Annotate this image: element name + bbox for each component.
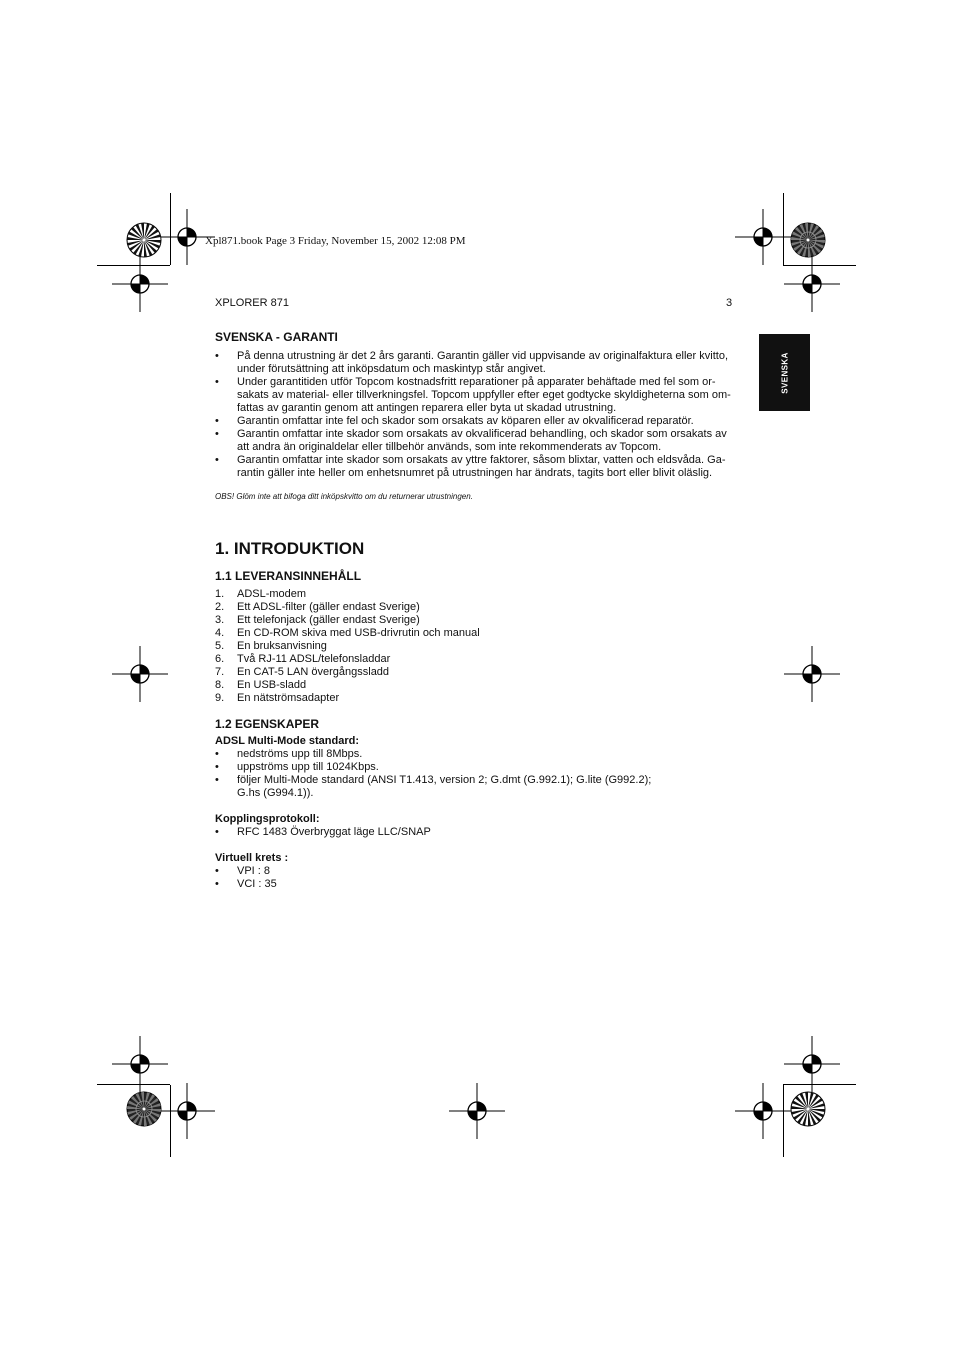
contents-list	[215, 588, 740, 705]
warranty-item	[215, 454, 740, 480]
feature-item	[215, 878, 740, 891]
starburst-target-icon	[126, 1091, 162, 1127]
list-marker: •	[215, 761, 219, 773]
contents-item	[215, 692, 740, 705]
warranty-note: OBS! Glöm inte att bifoga ditt inköpskvitto om du returnerar utrustningen.	[215, 492, 473, 501]
list-text-line: På denna utrustning är det 2 års garanti. Garantin gäller vid uppvisande av originalfaktura eller kvitto,	[237, 350, 729, 362]
registration-mark-icon	[782, 1034, 842, 1094]
list-text	[237, 415, 740, 428]
list-text-line: sakats av material- eller tillverkningsfel. Topcom uppfyller efter eget godtycke skyldigheterna som om-	[237, 389, 731, 401]
list-text	[237, 774, 740, 800]
feature-group	[215, 735, 740, 800]
list-marker: •	[215, 748, 219, 760]
feature-group	[215, 852, 740, 891]
list-text: Ett telefonjack (gäller endast Sverige)	[237, 614, 420, 626]
contents-item	[215, 601, 740, 614]
list-text: En CD-ROM skiva med USB-drivrutin och manual	[237, 627, 480, 639]
list-number: 7.	[215, 666, 225, 678]
contents-item	[215, 588, 740, 601]
list-text: En USB-sladd	[237, 679, 307, 691]
list-text-line: nedströms upp till 8Mbps.	[237, 748, 363, 760]
features-section	[215, 735, 740, 891]
list-marker: •	[215, 826, 219, 838]
list-text	[237, 454, 740, 480]
registration-mark-icon	[782, 254, 842, 314]
list-text	[237, 761, 740, 774]
contents-item	[215, 614, 740, 627]
list-marker: •	[215, 454, 219, 466]
warranty-item	[215, 428, 740, 454]
warranty-item	[215, 376, 740, 415]
list-text	[237, 428, 740, 454]
feature-item	[215, 748, 740, 761]
list-text	[237, 376, 740, 415]
list-number: 3.	[215, 614, 225, 626]
registration-mark-icon	[782, 644, 842, 704]
warranty-item	[215, 350, 740, 376]
list-marker: •	[215, 428, 219, 440]
feature-group-label: Kopplingsprotokoll:	[215, 813, 320, 825]
list-text: En CAT-5 LAN övergångssladd	[237, 666, 390, 678]
warranty-title: SVENSKA - GARANTI	[215, 330, 338, 344]
list-text-line: Under garantitiden utför Topcom kostnadsfritt reparationer på apparater behäftade med fel som or-	[237, 376, 716, 388]
list-number: 5.	[215, 640, 225, 652]
features-title: 1.2 EGENSKAPER	[215, 717, 320, 731]
feature-group-label: ADSL Multi-Mode standard:	[215, 735, 360, 747]
registration-mark-icon	[110, 254, 170, 314]
list-number: 8.	[215, 679, 225, 691]
list-text-line: följer Multi-Mode standard (ANSI T1.413, version 2; G.dmt (G.992.1); G.lite (G992.2);	[237, 774, 652, 786]
starburst-target-icon	[790, 1091, 826, 1127]
language-tab-label: SVENSKA	[780, 351, 789, 394]
warranty-item	[215, 415, 740, 428]
list-marker: •	[215, 350, 219, 362]
feature-group	[215, 813, 740, 839]
feature-item	[215, 865, 740, 878]
feature-item	[215, 826, 740, 839]
list-text-line: Garantin omfattar inte fel och skador som orsakats av köparen eller av okvalificerad reparatör.	[237, 415, 694, 427]
list-text-line: VCI : 35	[237, 878, 277, 890]
registration-mark-icon	[110, 644, 170, 704]
section-title: 1. INTRODUKTION	[215, 539, 365, 558]
contents-item	[215, 653, 740, 666]
list-text: Två RJ-11 ADSL/telefonsladdar	[237, 653, 391, 665]
list-text	[237, 350, 740, 376]
list-text: En nätströmsadapter	[237, 692, 340, 704]
warranty-list	[215, 350, 740, 480]
list-text	[237, 865, 740, 878]
header-product: XPLORER 871	[215, 297, 289, 309]
list-text-line: rantin gäller inte heller om enhetsnumret på utrustningen har ändrats, tagits bort eller blivit oläslig.	[237, 467, 713, 479]
list-marker: •	[215, 774, 219, 786]
list-marker: •	[215, 415, 219, 427]
list-number: 9.	[215, 692, 225, 704]
list-text-line: uppströms upp till 1024Kbps.	[237, 761, 379, 773]
list-text-line: VPI : 8	[237, 865, 271, 877]
list-number: 1.	[215, 588, 225, 600]
list-text: Ett ADSL-filter (gäller endast Sverige)	[237, 601, 420, 613]
starburst-target-icon	[126, 222, 162, 258]
list-marker: •	[215, 865, 219, 877]
list-number: 4.	[215, 627, 225, 639]
list-text	[237, 878, 740, 891]
list-text-line: RFC 1483 Överbryggat läge LLC/SNAP	[237, 826, 431, 838]
feature-group-label: Virtuell krets :	[215, 852, 289, 864]
feature-item	[215, 761, 740, 774]
starburst-target-icon	[790, 222, 826, 258]
list-text-line: under förutsättning att inköpsdatum och maskintyp står angivet.	[237, 363, 546, 375]
header-page-number: 3	[726, 297, 733, 309]
contents-item	[215, 627, 740, 640]
contents-item	[215, 640, 740, 653]
list-number: 6.	[215, 653, 225, 665]
book-info-line: Xpl871.book Page 3 Friday, November 15, 2002 12:08 PM	[205, 235, 466, 247]
contents-item	[215, 679, 740, 692]
list-text	[237, 748, 740, 761]
list-number: 2.	[215, 601, 225, 613]
language-tab	[759, 334, 810, 411]
list-marker: •	[215, 878, 219, 890]
page-content	[215, 330, 740, 891]
feature-item	[215, 774, 740, 800]
list-marker: •	[215, 376, 219, 388]
contents-item	[215, 666, 740, 679]
list-text-line: G.hs (G994.1)).	[237, 787, 314, 799]
list-text-line: fattas av garantin genom att antingen reparera eller byta ut skadad utrustning.	[237, 402, 617, 414]
list-text-line: Garantin omfattar inte skador som orsakats av yttre faktorer, såsom blixtar, vatten och eldsvåda. Ga-	[237, 454, 726, 466]
registration-mark-icon	[110, 1034, 170, 1094]
list-text: ADSL-modem	[237, 588, 307, 600]
list-text-line: Garantin omfattar inte skador som orsakats av okvalificerad behandling, och skador som orsakats av	[237, 428, 727, 440]
list-text	[237, 826, 740, 839]
list-text: En bruksanvisning	[237, 640, 327, 652]
registration-mark-icon	[447, 1081, 507, 1141]
list-text-line: att andra än originaldelar eller tillbehör används, som inte rekommenderats av Topcom.	[237, 441, 662, 453]
contents-title: 1.1 LEVERANSINNEHÅLL	[215, 569, 362, 583]
